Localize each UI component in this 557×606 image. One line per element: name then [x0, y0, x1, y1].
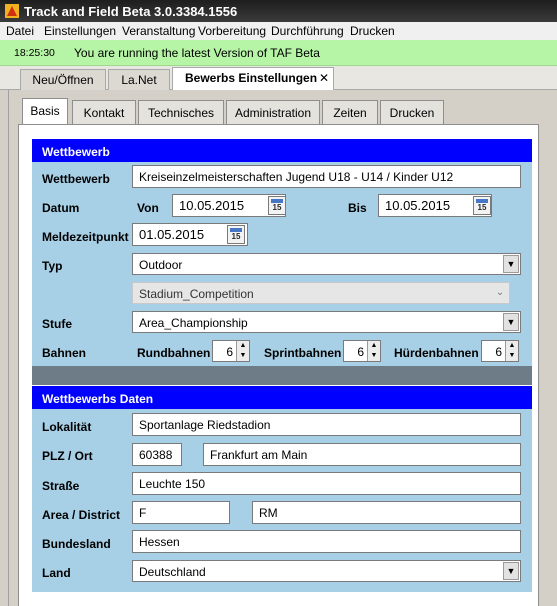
doc-tab-bewerbs-einstellungen[interactable] — [172, 67, 334, 91]
spinner-up-icon[interactable]: ▲ — [370, 342, 378, 349]
spinner-down-icon[interactable]: ▼ — [239, 352, 247, 359]
calendar-icon[interactable] — [473, 196, 491, 215]
calendar-icon[interactable] — [227, 225, 245, 244]
wettbewerb-name-field[interactable]: Kreiseinzelmeisterschaften Jugend U18 - U14 / Kinder U12 — [132, 165, 521, 188]
datum-label: Datum — [42, 201, 80, 215]
sprintbahnen-value: 6 — [357, 345, 364, 359]
lokalitaet-label: Lokalität — [42, 420, 92, 434]
ort-field[interactable]: Frankfurt am Main — [203, 443, 521, 466]
tab-label: Administration — [234, 106, 312, 120]
status-bar — [0, 40, 557, 66]
spinner-up-icon[interactable]: ▲ — [239, 342, 247, 349]
spinner-up-icon[interactable]: ▲ — [508, 342, 516, 349]
typ-value: Outdoor — [139, 258, 183, 272]
land-label: Land — [42, 566, 71, 580]
doc-tab-label: La.Net — [121, 73, 157, 87]
tab-label: Drucken — [389, 106, 435, 120]
status-time: 18:25:30 — [14, 47, 55, 59]
bundesland-field[interactable]: Hessen — [132, 530, 521, 553]
von-date-value: 10.05.2015 — [179, 198, 245, 213]
huerdenbahnen-label: Hürdenbahnen — [394, 346, 479, 360]
rundbahnen-label: Rundbahnen — [137, 346, 211, 360]
typ-label: Typ — [42, 259, 63, 273]
section-divider — [32, 366, 532, 385]
land-select[interactable] — [132, 560, 521, 582]
dropdown-arrow-icon[interactable]: ▼ — [503, 562, 519, 580]
typ-select[interactable] — [132, 253, 521, 275]
menu-vorbereitung[interactable]: Vorbereitung — [198, 24, 267, 38]
calendar-day: 15 — [477, 203, 487, 212]
stufe-select[interactable] — [132, 311, 521, 333]
stufe-label: Stufe — [42, 317, 72, 331]
status-message: You are running the latest Version of TAF Beta — [74, 46, 320, 60]
bahnen-label: Bahnen — [42, 346, 87, 360]
plz-ort-label: PLZ / Ort — [42, 449, 93, 463]
calendar-day: 15 — [231, 232, 241, 241]
spinner-down-icon[interactable]: ▼ — [508, 352, 516, 359]
rundbahnen-stepper[interactable] — [212, 340, 250, 362]
window-title: Track and Field Beta 3.0.3384.1556 — [24, 4, 238, 19]
tab-technisches[interactable] — [138, 100, 224, 124]
calendar-icon[interactable] — [268, 196, 286, 215]
doc-tab-label: Neu/Öffnen — [32, 73, 94, 87]
doc-tab-label: Bewerbs Einstellungen — [185, 71, 318, 85]
sprintbahnen-stepper[interactable] — [343, 340, 381, 362]
strasse-label: Straße — [42, 479, 80, 493]
section-header-wettbewerb: Wettbewerb — [32, 139, 532, 162]
tab-label: Technisches — [147, 106, 215, 120]
huerdenbahnen-stepper[interactable] — [481, 340, 519, 362]
district-field[interactable]: RM — [252, 501, 521, 524]
plz-field[interactable]: 60388 — [132, 443, 182, 466]
meldezeitpunkt-date-value: 01.05.2015 — [139, 227, 205, 242]
doc-tab-lanet[interactable] — [108, 69, 170, 91]
land-value: Deutschland — [139, 565, 206, 579]
lokalitaet-field[interactable]: Sportanlage Riedstadion — [132, 413, 521, 436]
calendar-day: 15 — [272, 203, 282, 212]
spinner-down-icon[interactable]: ▼ — [370, 352, 378, 359]
dropdown-arrow-icon[interactable]: ▼ — [503, 313, 519, 331]
stufe-value: Area_Championship — [139, 316, 248, 330]
wettbewerb-label: Wettbewerb — [42, 172, 110, 186]
area-district-label: Area / District — [42, 508, 121, 522]
sprintbahnen-label: Sprintbahnen — [264, 346, 342, 360]
section-header-wettbewerbs-daten: Wettbewerbs Daten — [32, 386, 532, 409]
area-field[interactable]: F — [132, 501, 230, 524]
menu-bar — [0, 22, 557, 40]
meldezeitpunkt-label: Meldezeitpunkt — [42, 230, 129, 244]
document-tab-strip — [0, 66, 557, 90]
tab-kontakt[interactable] — [72, 100, 136, 124]
tab-label: Basis — [30, 104, 60, 118]
menu-durchfuehrung[interactable]: Durchführung — [271, 24, 344, 38]
tab-zeiten[interactable] — [322, 100, 378, 124]
tab-administration[interactable] — [226, 100, 320, 124]
menu-drucken[interactable]: Drucken — [350, 24, 395, 38]
bis-date-value: 10.05.2015 — [385, 198, 451, 213]
strasse-field[interactable]: Leuchte 150 — [132, 472, 521, 495]
menu-einstellungen[interactable]: Einstellungen — [44, 24, 117, 38]
menu-veranstaltung[interactable]: Veranstaltung — [122, 24, 196, 38]
menu-datei[interactable]: Datei — [6, 24, 35, 38]
rundbahnen-value: 6 — [226, 345, 233, 359]
von-label: Von — [137, 201, 159, 215]
bundesland-label: Bundesland — [42, 537, 111, 551]
title-bar — [0, 0, 557, 22]
dropdown-arrow-icon[interactable]: ▼ — [503, 255, 519, 273]
tab-label: Kontakt — [83, 106, 125, 120]
tab-drucken[interactable] — [380, 100, 444, 124]
close-icon[interactable]: ✕ — [319, 71, 330, 85]
doc-tab-neu-oeffnen[interactable] — [20, 69, 106, 91]
tab-basis[interactable] — [22, 98, 68, 125]
typ-subtype-value: Stadium_Competition — [139, 287, 254, 301]
chevron-down-icon: ⌄ — [495, 287, 505, 298]
app-icon — [4, 3, 20, 19]
huerdenbahnen-value: 6 — [495, 345, 502, 359]
bis-label: Bis — [348, 201, 367, 215]
tab-label: Zeiten — [333, 106, 367, 120]
typ-subtype-select — [132, 282, 510, 304]
